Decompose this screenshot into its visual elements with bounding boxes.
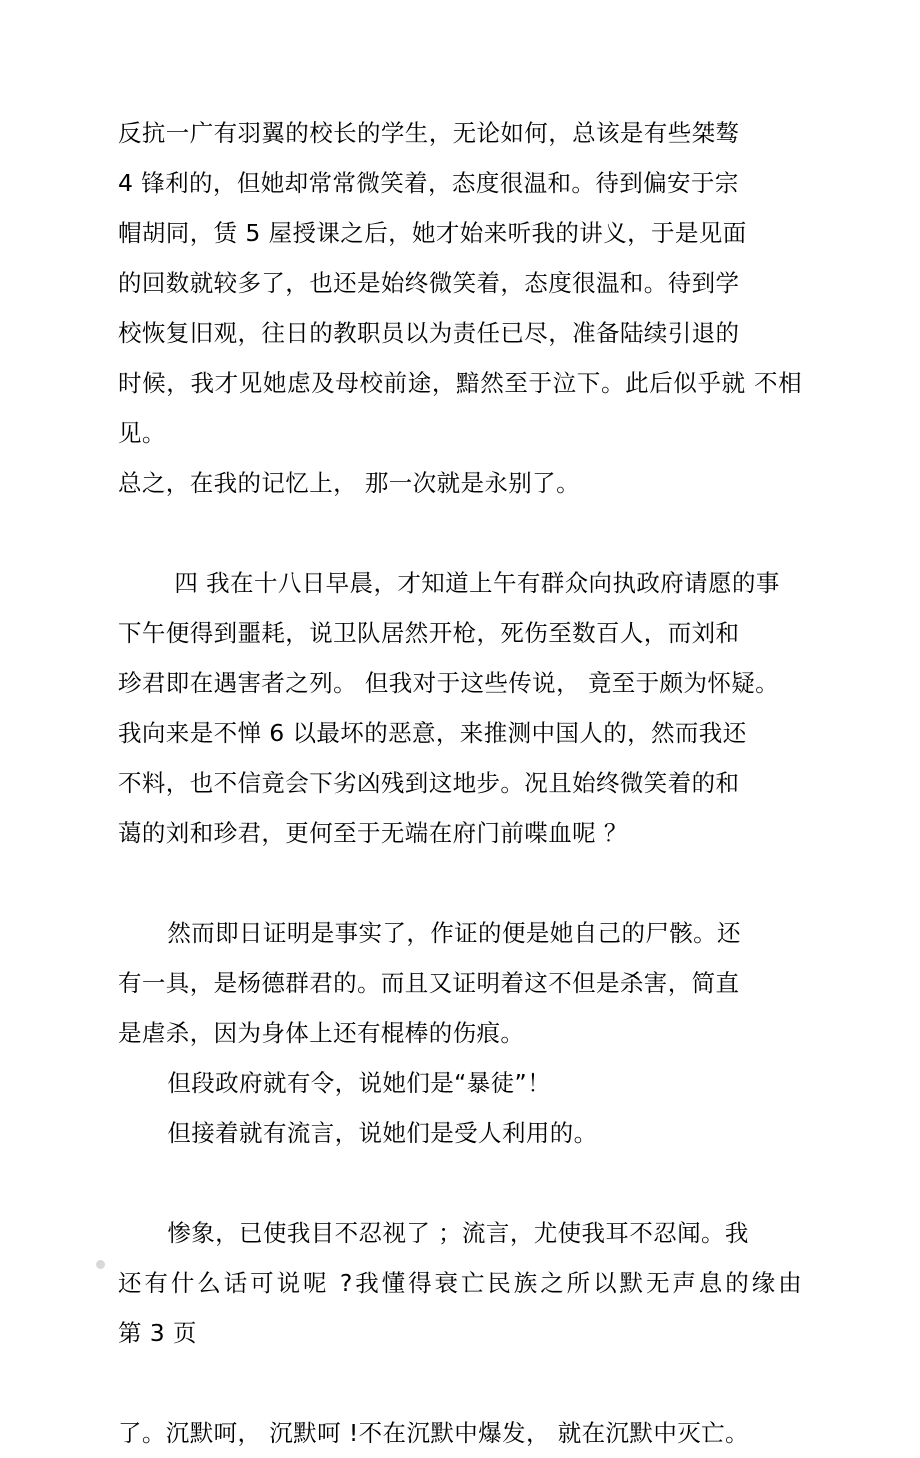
- text-line: 但段政府就有令，说她们是“暴徒”！: [167, 1069, 551, 1097]
- text-line: 了。沉默呵， 沉默呵 !不在沉默中爆发， 就在沉默中灭亡。: [118, 1419, 749, 1447]
- text-line: 是虐杀，因为身体上还有棍棒的伤痕。: [118, 1019, 525, 1047]
- text-line: 校恢复旧观，往日的教职员以为责任已尽，准备陆续引退的: [118, 319, 740, 347]
- text-line: 下午便得到噩耗，说卫队居然开枪，死伤至数百人，而刘和: [118, 619, 740, 647]
- paragraph-spacer: [118, 508, 802, 558]
- document-body: [118, 108, 802, 1458]
- text-line: 然而即日证明是事实了，作证的便是她自己的尸骸。还: [167, 919, 741, 947]
- text-line: 4 锋利的，但她却常常微笑着，态度很温和。待到偏安于宗: [118, 169, 739, 197]
- text-line-with-pagenum: [118, 1258, 802, 1358]
- paragraph-4: [118, 1058, 802, 1108]
- paragraph-3: [118, 908, 802, 1058]
- paragraph-1: [118, 108, 802, 508]
- page-number: 第 3 页: [118, 1319, 197, 1347]
- text-line: 四 我在十八日早晨，才知道上午有群众向执政府请愿的事: [174, 569, 780, 597]
- text-line: 有一具，是杨德群君的。而且又证明着这不但是杀害，简直: [118, 969, 740, 997]
- paragraph-5: [118, 1108, 802, 1158]
- text-line: 但接着就有流言，说她们是受人利用的。: [167, 1119, 598, 1147]
- text-line: 总之，在我的记忆上， 那一次就是永别了。: [118, 469, 580, 497]
- text-line: 不料，也不信竟会下劣凶残到这地步。况且始终微笑着的和: [118, 769, 740, 797]
- text-line: 的回数就较多了，也还是始终微笑着，态度很温和。待到学: [118, 269, 740, 297]
- paragraph-spacer: [118, 1158, 802, 1208]
- text-line: 还有什么话可说呢 ?我懂得衰亡民族之所以默无声息的缘由: [118, 1269, 802, 1297]
- text-line: 珍君即在遇害者之列。 但我对于这些传说， 竟至于颇为怀疑。: [118, 669, 780, 697]
- line-spacer: [118, 1358, 802, 1408]
- text-line: 反抗一广有羽翼的校长的学生，无论如何，总该是有些桀骜: [118, 119, 740, 147]
- text-line: 帽胡同，赁 5 屋授课之后，她才始来听我的讲义，于是见面: [118, 219, 747, 247]
- page-corner-mark: [96, 1260, 105, 1269]
- text-line: 时候，我才见她虑及母校前途，黯然至于泣下。此后似乎就 不相见。: [118, 369, 802, 447]
- text-line: 我向来是不惮 6 以最坏的恶意，来推测中国人的，然而我还: [118, 719, 747, 747]
- text-line: 蔼的刘和珍君，更何至于无端在府门前喋血呢 ？: [118, 819, 628, 847]
- paragraph-6: [118, 1208, 802, 1458]
- text-line: 惨象，已使我目不忍视了 ；流言，尤使我耳不忍闻。我: [167, 1219, 749, 1247]
- paragraph-spacer: [118, 858, 802, 908]
- paragraph-2: [118, 558, 802, 858]
